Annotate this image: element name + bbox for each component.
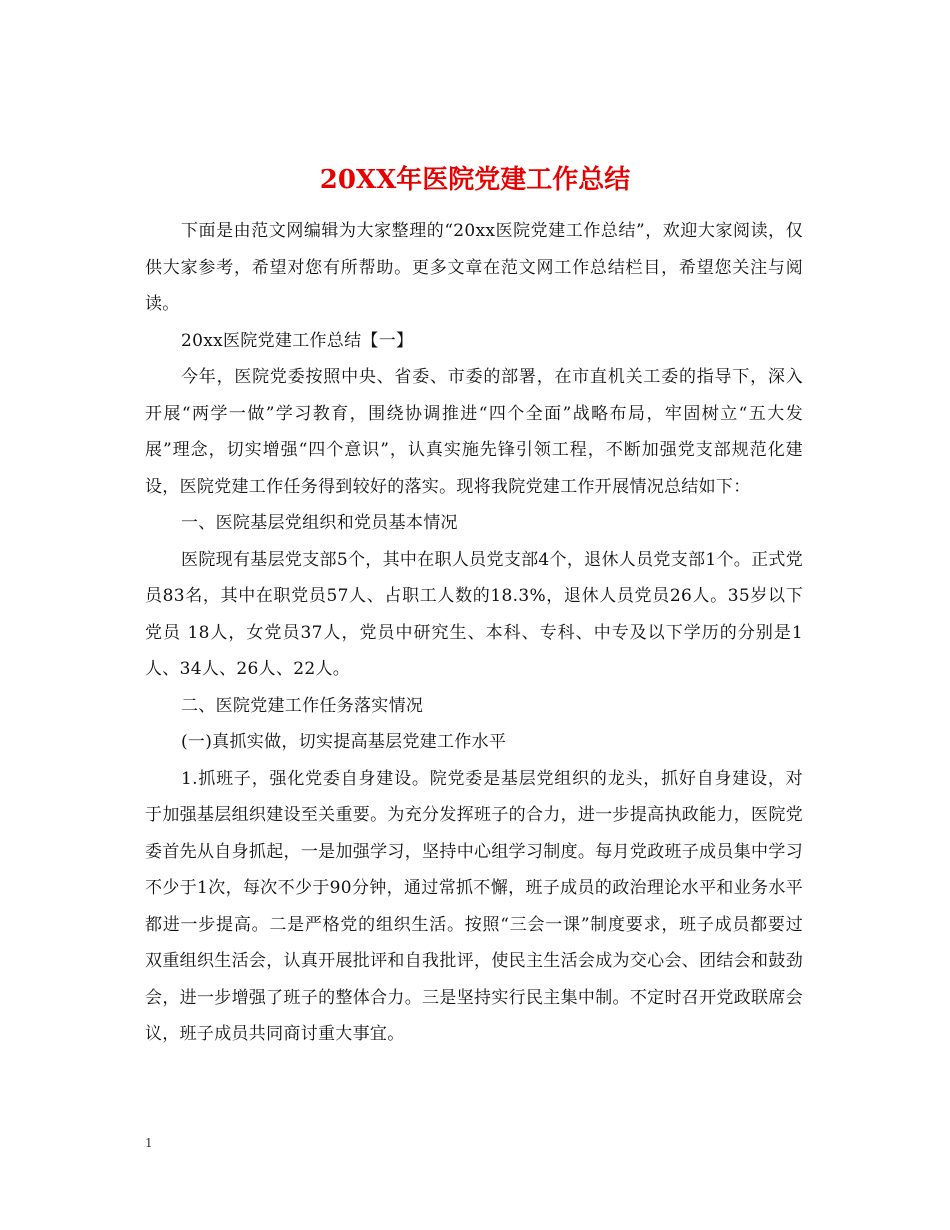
body-paragraph: 1.抓班子，强化党委自身建设。院党委是基层党组织的龙头，抓好自身建设，对于加强基层组织建设至关重要。为充分发挥班子的合力，进一步提高执政能力，医院党委首先从自身抓起，一是加强学习，坚持中心组学习制度。每月党政班子成员集中学习不少于1次，每次不少于90分钟，通过常抓不懈，班子成员的政治理论水平和业务水平都进一步提高。二是严格党的组织生活。按照“三会一课”制度要求，班子成员都要过双重组织生活会，认真开展批评和自我批评，使民主生活会成为交心会、团结会和鼓劲会，进一步增强了班子的整体合力。三是坚持实行民主集中制。不定时召开党政联席会议，班子成员共同商讨重大事宜。: [145, 768, 803, 1044]
body-paragraph: 医院现有基层党支部5个，其中在职人员党支部4个，退休人员党支部1个。正式党员83名，其中在职党员57人、占职工人数的18.3%，退休人员党员26人。35岁以下党员 18人，女党员37人，党员中研究生、本科、专科、中专及以下学历的分别是1人、34人、26人、22人。: [145, 549, 803, 679]
intro-paragraph: 下面是由范文网编辑为大家整理的“20xx医院党建工作总结”，欢迎大家阅读，仅供大家参考，希望对您有所帮助。更多文章在范文网工作总结栏目，希望您关注与阅读。: [145, 221, 803, 314]
body-paragraph: 今年，医院党委按照中央、省委、市委的部署，在市直机关工委的指导下，深入开展“两学一做”学习教育，围绕协调推进“四个全面”战略布局，牢固树立“五大发展”理念，切实增强“四个意识”，认真实施先锋引领工程，不断加强党支部规范化建设，医院党建工作任务得到较好的落实。现将我院党建工作开展情况总结如下：: [145, 367, 803, 497]
section-heading: 一、医院基层党组织和党员基本情况: [181, 513, 458, 533]
section-heading: 二、医院党建工作任务落实情况: [181, 695, 424, 716]
subsection-heading: (一)真抓实做，切实提高基层党建工作水平: [181, 732, 507, 752]
document-body: [145, 213, 803, 1053]
section-heading: 20xx医院党建工作总结【一】: [181, 330, 414, 351]
document-title: 20XX年医院党建工作总结: [319, 165, 631, 196]
page-number: 1: [145, 1136, 153, 1150]
